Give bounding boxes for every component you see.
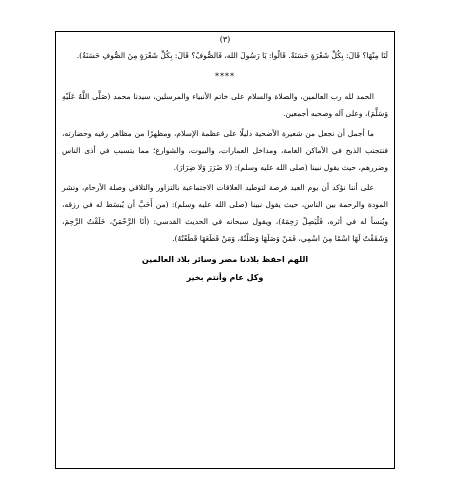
closing-prayer: اللهم احفظ بلادنا مصر وسائر بلاد العالمين xyxy=(141,255,309,264)
page-content xyxy=(62,34,388,287)
eid-greeting: وكل عام وأنتم بخير xyxy=(186,273,264,282)
paragraph-eid-relations: على أننا نؤكد أن يوم العيد فرصة لتوطيد العلاقات الاجتماعية بالتزاور والتلاقي وصلة الأرحام، ونشر المودة والرحمة بين الناس، حيث يقول نبينا (صلى الله عليه وسلم): (من أَحَبَّ أن يُبسَط له في رزقه، ويُنسأ له في أثره، فَلْيَصِلْ رَحِمَهُ)، ويقول سبحانه في الحديث القدسي: (أنَا الرَّحْمَنُ، خَلَقْتُ الرَّحِمَ، وَشَقَقْتُ لَهَا اسْمًا مِنَ اسْمِي، فَمَنْ وَصَلَهَا وَصَلْتُهُ، وَمَنْ قَطَعَهَا قَطَعْتُهُ). xyxy=(62,183,388,243)
paragraph-sacrifice-etiquette: ما أجمل أن نجعل من شعيرة الأضحية دليلًا على عظمة الإسلام، ومظهرًا من مظاهر رقيه وحضارته، فنتجنب الذبح في الأماكن العامة، ومداخل العمارات، والبيوت، والشوارع؛ مما يتسبب في أذى الناس وضررهم، حيث يقول نبينا (صلى الله عليه وسلم): (لا ضَرَرَ وَلا ضِرَارَ). xyxy=(62,129,388,172)
paragraph-praise: الحمد لله رب العالمين، والصلاة والسلام على خاتم الأنبياء والمرسلين، سيدنا محمد (صَلَّى اللَّهُ عَلَيْهِ وَسَلَّمَ)، وعلى آله وصحبه أجمعين. xyxy=(62,92,388,118)
page-number: (٣) xyxy=(219,35,231,44)
section-separator: **** xyxy=(215,72,235,81)
opening-hadith-line: لَنَا مِنْهَا؟ قَالَ: بِكُلِّ شَعْرَةٍ حَسَنَةٌ. قَالُوا: يَا رَسُولَ الله، فَالصُّوفُ؟ قَالَ: بِكُلِّ شَعْرَةٍ مِنَ الصُّوفِ حَسَنَةٌ). xyxy=(76,51,388,60)
